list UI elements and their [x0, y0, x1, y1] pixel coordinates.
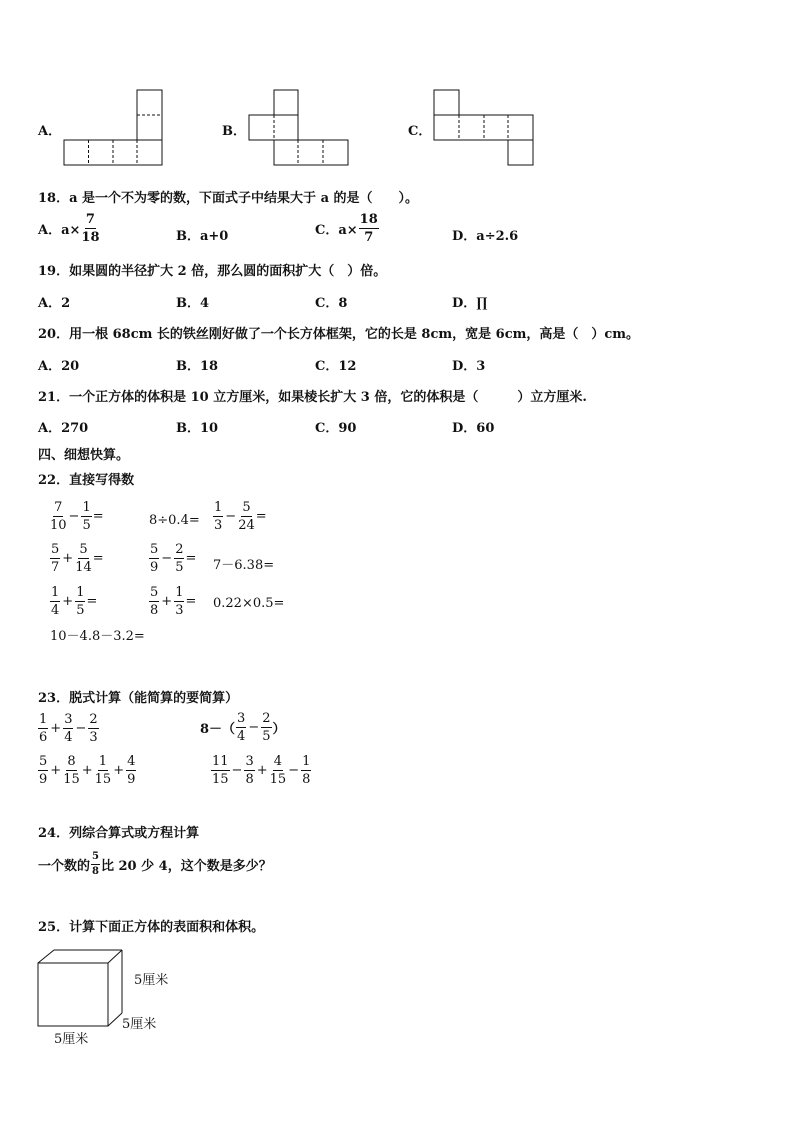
calc-item: $\frac{1}{4}$ + $\frac{1}{5}$ = — [51, 585, 98, 618]
net-figure-a — [64, 90, 164, 166]
calc-item: $\frac{5}{9}$ − $\frac{2}{5}$ = — [150, 542, 197, 575]
q21-option-d: D．60 — [452, 421, 495, 436]
edge-length-label: 5厘米 — [122, 1017, 157, 1032]
q18-option-b: B．a+0 — [176, 229, 229, 244]
calc-item: $\frac{7}{10}$ − $\frac{1}{5}$ = — [50, 500, 104, 533]
calc-item: 0.22×0.5= — [213, 596, 285, 611]
q21-option-b: B．10 — [176, 421, 219, 436]
expression-4: $\frac{11}{15}$ − $\frac{3}{8}$ + $\frac{4}{15}$ − $\frac{1}{8}$ — [212, 754, 311, 787]
question-24-title: 24．列综合算式或方程计算 — [38, 826, 200, 841]
expression-2: 8－（ $\frac{3}{4}$ − $\frac{2}{5}$ ） — [200, 711, 286, 744]
question-23-title: 23．脱式计算（能简算的要简算） — [38, 691, 239, 706]
q20-option-a: A．20 — [38, 359, 80, 374]
calc-item: $\frac{1}{3}$ − $\frac{5}{24}$ = — [214, 500, 267, 533]
q19-option-a: A．2 — [38, 296, 71, 311]
q19-option-c: C．8 — [315, 296, 348, 311]
edge-length-label: 5厘米 — [134, 973, 169, 988]
calc-item: 7－6.38= — [213, 558, 275, 573]
calc-item: $\frac{5}{8}$ + $\frac{1}{3}$ = — [150, 585, 197, 618]
net-figure-b — [249, 90, 351, 166]
q20-option-b: B．18 — [176, 359, 219, 374]
question-22-title: 22．直接写得数 — [38, 473, 135, 488]
question-18-text: 18．a 是一个不为零的数，下面式子中结果大于 a 的是（ ）。 — [38, 191, 419, 206]
question-24-text: 一个数的 $\frac{5}{8}$ 比 20 少 4，这个数是多少？ — [38, 851, 272, 877]
calc-item: 10－4.8－3.2= — [50, 629, 145, 644]
q20-option-d: D．3 — [452, 359, 486, 374]
q18-option-d: D．a÷2.6 — [452, 229, 519, 244]
q18-option-a: A．a× $\frac{7}{18}$ — [38, 212, 100, 245]
q20-option-c: C．12 — [315, 359, 357, 374]
q18-option-c: C．a× $\frac{18}{7}$ — [315, 212, 378, 245]
q19-option-b: B．4 — [176, 296, 210, 311]
question-20-text: 20．用一根 68cm 长的铁丝刚好做了一个长方体框架，它的长是 8cm，宽是 6cm，高是（ ）cm。 — [38, 327, 640, 342]
question-25-title: 25．计算下面正方体的表面积和体积。 — [38, 920, 265, 935]
q19-option-d: D．∏ — [452, 296, 488, 311]
edge-length-label: 5厘米 — [54, 1032, 89, 1047]
option-c-label: C． — [408, 124, 432, 139]
option-b-label: B． — [222, 124, 246, 139]
net-figure-c — [434, 90, 536, 166]
cube-figure — [38, 950, 128, 1030]
q21-option-a: A．270 — [38, 421, 89, 436]
expression-1: $\frac{1}{6}$ + $\frac{3}{4}$ − $\frac{2}{3}$ — [39, 712, 98, 745]
section-heading: 四、细想快算。 — [38, 448, 130, 463]
calc-item: 8÷0.4= — [149, 513, 200, 528]
question-19-text: 19．如果圆的半径扩大 2 倍，那么圆的面积扩大（ ）倍。 — [38, 264, 387, 279]
expression-3: $\frac{5}{9}$ + $\frac{8}{15}$ + $\frac{1}{15}$ + $\frac{4}{9}$ — [39, 754, 136, 787]
calc-item: $\frac{5}{7}$ + $\frac{5}{14}$ = — [51, 542, 104, 575]
option-a-label: A． — [38, 124, 62, 139]
question-21-text: 21．一个正方体的体积是 10 立方厘米，如果棱长扩大 3 倍，它的体积是（ ）立方厘米. — [38, 390, 587, 405]
q21-option-c: C．90 — [315, 421, 357, 436]
